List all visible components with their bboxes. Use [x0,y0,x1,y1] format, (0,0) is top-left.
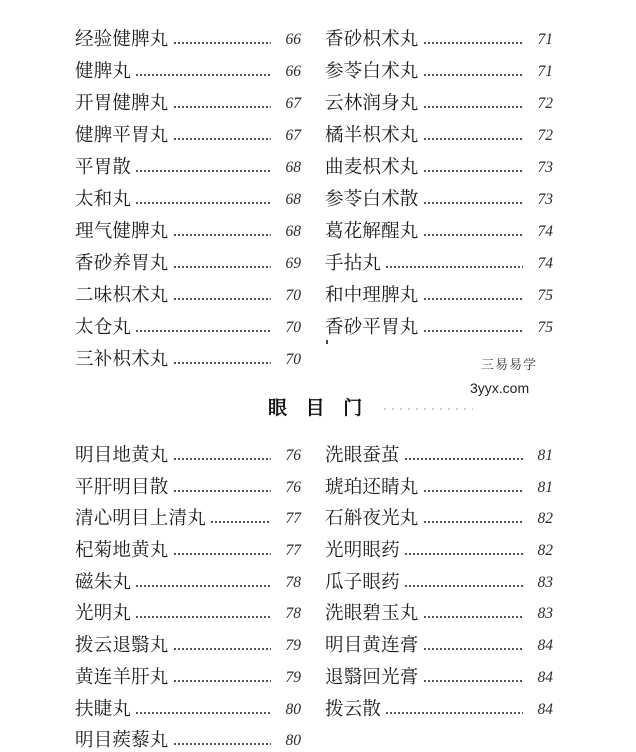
dot-leader [423,30,523,50]
dot-leader [423,158,523,178]
watermark-text: 三易易学 [481,358,538,373]
dot-leader [173,286,271,306]
toc-entry [325,509,553,529]
entry-title: 参苓白术散 [325,189,419,210]
entry-title: 磁朱丸 [75,571,132,593]
entry-page-number: 75 [537,319,553,336]
dot-leader [135,62,271,82]
toc-entry [75,94,301,114]
entry-page-number: 76 [285,447,301,464]
entry-page-number: 67 [285,127,301,144]
toc-column-left [75,30,301,370]
entry-page-number: 68 [285,223,301,240]
dot-leader [135,573,271,593]
entry-title: 手拈丸 [325,253,382,274]
toc-entry [75,731,301,751]
dot-leader [423,668,523,688]
entry-title: 经验健脾丸 [75,29,169,50]
toc-entry [325,636,553,656]
toc-entry [325,573,553,593]
entry-title: 三补枳术丸 [75,349,169,370]
entry-title: 香砂养胃丸 [75,253,169,274]
toc-entry [75,700,301,720]
entry-title: 太和丸 [75,189,132,210]
dot-leader [423,126,523,146]
toc-entry [75,126,301,146]
entry-title: 光明眼药 [325,540,400,562]
dot-leader [404,446,523,466]
entry-title: 开胃健脾丸 [75,93,169,114]
entry-page-number: 66 [285,31,301,48]
entry-page-number: 78 [285,573,301,591]
toc-entry [325,446,553,466]
watermark-url: 3yyx.com [470,380,530,396]
toc-entry [325,541,553,561]
toc-entry [75,286,301,306]
dot-leader [385,700,523,720]
toc-entry [75,478,301,498]
entry-title: 拨云退翳丸 [75,635,169,657]
dot-leader [404,541,523,561]
toc-entry [75,509,301,529]
entry-title: 退翳回光膏 [325,666,419,688]
entry-page-number: 74 [537,255,553,272]
entry-title: 橘半枳术丸 [325,125,419,146]
toc-entry [75,668,301,688]
dot-leader [173,94,271,114]
entry-page-number: 71 [537,31,553,48]
toc-entry [75,318,301,338]
entry-title: 拨云散 [325,698,382,720]
entry-title: 太仓丸 [75,317,132,338]
toc-entry [75,446,301,466]
dot-leader [173,636,271,656]
entry-page-number: 68 [285,159,301,176]
entry-page-number: 81 [537,478,553,496]
entry-page-number: 81 [537,447,553,464]
dot-leader [423,478,523,498]
entry-title: 琥珀还睛丸 [325,476,419,498]
entry-title: 杞菊地黄丸 [75,540,169,562]
toc-entry [325,604,553,624]
entry-page-number: 84 [537,668,553,686]
entry-title: 明目蒺藜丸 [75,730,169,752]
dot-leader [135,700,271,720]
dot-leader [423,94,523,114]
dot-leader [173,350,271,370]
entry-page-number: 84 [537,637,553,655]
toc-entry [325,62,553,82]
dot-leader [385,254,523,274]
toc-entry [75,573,301,593]
entry-title: 洗眼碧玉丸 [325,603,419,625]
toc-entry [75,62,301,82]
entry-title: 参苓白术丸 [325,61,419,82]
entry-title: 二味枳术丸 [75,285,169,306]
entry-page-number: 80 [285,732,301,750]
dot-leader [173,668,271,688]
toc-entry [325,190,553,210]
entry-title: 平胃散 [75,157,132,178]
entry-title: 石斛夜光丸 [325,508,419,530]
toc-entry [75,30,301,50]
toc-entry [75,190,301,210]
entry-page-number: 82 [537,542,553,560]
entry-title: 曲麦枳术丸 [325,157,419,178]
toc-entry [75,541,301,561]
toc-entry [325,222,553,242]
toc-entry [75,636,301,656]
entry-title: 平肝明目散 [75,476,169,498]
entry-page-number: 70 [285,351,301,368]
entry-page-number: 72 [537,127,553,144]
entry-page-number: 80 [285,700,301,718]
dot-leader [173,30,271,50]
dot-leader [173,222,271,242]
entry-page-number: 75 [537,287,553,304]
entry-title: 明目黄连膏 [325,635,419,657]
toc-entry [75,604,301,624]
entry-title: 理气健脾丸 [75,221,169,242]
entry-page-number: 77 [285,510,301,528]
faint-dot-trail [381,406,473,412]
toc-entry [325,30,553,50]
entry-page-number: 68 [285,191,301,208]
entry-title: 健脾丸 [75,61,132,82]
scan-speck [326,340,328,344]
entry-page-number: 73 [537,159,553,176]
entry-page-number: 79 [285,637,301,655]
toc-entry [325,286,553,306]
dot-leader [210,509,271,529]
dot-leader [173,446,271,466]
entry-page-number: 66 [285,63,301,80]
entry-page-number: 69 [285,255,301,272]
entry-page-number: 79 [285,668,301,686]
dot-leader [404,573,523,593]
dot-leader [173,731,271,751]
entry-page-number: 74 [537,223,553,240]
toc-entry [75,222,301,242]
entry-title: 清心明目上清丸 [75,508,206,530]
toc-entry [75,350,301,370]
toc-entry [325,254,553,274]
entry-page-number: 76 [285,478,301,496]
entry-title: 瓜子眼药 [325,571,400,593]
dot-leader [135,318,271,338]
toc-column-left [75,446,301,751]
toc-entry [325,478,553,498]
toc-entry [325,318,553,338]
toc-entry [325,94,553,114]
entry-page-number: 82 [537,510,553,528]
toc-entry [325,700,553,720]
entry-page-number: 83 [537,573,553,591]
entry-page-number: 67 [285,95,301,112]
dot-leader [423,636,523,656]
dot-leader [135,604,271,624]
entry-page-number: 70 [285,319,301,336]
toc-column-right [325,446,553,720]
dot-leader [173,478,271,498]
dot-leader [173,254,271,274]
entry-page-number: 73 [537,191,553,208]
dot-leader [423,318,523,338]
toc-entry [325,158,553,178]
entry-title: 云林润身丸 [325,93,419,114]
entry-page-number: 71 [537,63,553,80]
dot-leader [423,62,523,82]
entry-page-number: 84 [537,700,553,718]
section-heading: 眼 目 门 [268,397,367,419]
entry-title: 健脾平胃丸 [75,125,169,146]
entry-title: 香砂平胃丸 [325,317,419,338]
dot-leader [423,190,523,210]
entry-page-number: 77 [285,542,301,560]
dot-leader [135,190,271,210]
toc-entry [325,668,553,688]
entry-title: 香砂枳术丸 [325,29,419,50]
entry-page-number: 83 [537,605,553,623]
entry-page-number: 72 [537,95,553,112]
entry-title: 葛花解醒丸 [325,221,419,242]
entry-title: 洗眼蚕茧 [325,445,400,466]
dot-leader [423,604,523,624]
toc-entry [75,254,301,274]
toc-entry [325,126,553,146]
dot-leader [423,509,523,529]
entry-page-number: 78 [285,605,301,623]
dot-leader [173,541,271,561]
dot-leader [423,222,523,242]
toc-entry [75,158,301,178]
dot-leader [135,158,271,178]
entry-title: 黄连羊肝丸 [75,666,169,688]
entry-page-number: 70 [285,287,301,304]
entry-title: 扶睫丸 [75,698,132,720]
entry-title: 明目地黄丸 [75,445,169,466]
dot-leader [423,286,523,306]
dot-leader [173,126,271,146]
entry-title: 光明丸 [75,603,132,625]
toc-column-right [325,30,553,338]
entry-title: 和中理脾丸 [325,285,419,306]
